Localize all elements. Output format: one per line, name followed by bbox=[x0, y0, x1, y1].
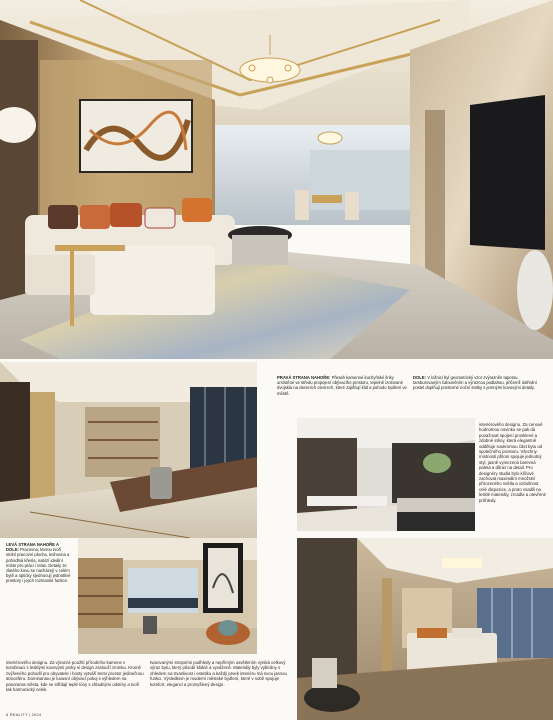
living-room-photo bbox=[0, 0, 553, 359]
left-caption-lead: LEVÁ STRANA NAHOŘE A DOLE: bbox=[6, 542, 59, 553]
kitchen-photo bbox=[297, 418, 475, 531]
study-photo-bottom bbox=[78, 538, 257, 654]
left-caption bbox=[6, 542, 72, 584]
study-photo-top bbox=[0, 362, 257, 538]
bottom-right-caption bbox=[413, 375, 547, 391]
study-illustration-2 bbox=[78, 538, 257, 654]
bedroom-photo bbox=[297, 538, 553, 720]
study-illustration bbox=[0, 362, 257, 538]
top-right-caption-text: Přesah kamenné kuchyňské linky umístěné ve středu propojení obývacího prostoru, tepelně izolované dvojskla na okenních otvorech, které zajišťují klid a pohodu bydlení ve městě. bbox=[277, 375, 407, 396]
right-column-text: interiérového designu. Za cenově hodnotnou novinku se pak dá považovat spojení prosklené a zdobné stěny, která elegantně odděluje soukromou část bytu od společného prostoru. Všechny místnosti přitom spojuje jednotný styl, jasně vymezená barevná paleta a důraz na detail. Pro designéry studia bylo klíčové zachovat maximální množství přirozeného světla a vzdušnost celé dispozice, a proto vsadili na lesklé materiály, zrcadla a otevřené průhledy. bbox=[479, 422, 547, 503]
top-right-caption-lead: PRAVÁ STRANA NAHOŘE: bbox=[277, 375, 331, 380]
living-room-illustration bbox=[0, 0, 553, 359]
bottom-right-caption-lead: DOLE: bbox=[413, 375, 427, 380]
page-footer: 6 REALITY | 2024 bbox=[6, 712, 42, 717]
kitchen-illustration bbox=[297, 418, 475, 531]
left-caption-text: Pracovna, kterou tvoří stolní pracovní plocha, knihovna a pohodlná křesla, nabízí ideální místo pro práci i relax. Detaily ze zlatého kovu se nacházejí v celém bytě a opticky sjednocují jednotlivé prostory i jejich rozmanité funkce. bbox=[6, 547, 71, 584]
bottom-right-caption-text: V ložnici byl geometrický vzor zvýrazněn tapetou, tamburovaným čalouněním a výraznou podlahou, přičemž ústřední postel doplňují prostorné noční stolky s jemnými kovovými detaily. bbox=[413, 375, 537, 391]
top-right-caption bbox=[277, 375, 407, 396]
bottom-right-text: tvarovanými stropními podhledy a nepřímým osvětlením vyniká celkový výraz bytu, který působí klidně a vyváženě. Materiály byly vybírány s ohledem na trvanlivost i estetiku a každý prvek interiéru má svou jasnou funkci. Výsledkem je moderní městské bydlení, které v sobě spojuje komfort, eleganci a promyšlený design. bbox=[150, 660, 287, 687]
bottom-left-text: interiérového designu. Za výrazné použití přírodního kamene v kombinaci s lesklými kovovými prvky si design zaslouží zmínku. Kromě zvýšeného pohodlí pro obyvatele i hosty vytváří tento prostor jedinečnou atmosféru. Dominantou je luxusní obývací pokoj s výhledem na panorama města, kde se střídají teplé tóny s chladnými odstíny a tvoří tak harmonický celek. bbox=[6, 660, 144, 693]
bedroom-illustration bbox=[297, 538, 553, 720]
